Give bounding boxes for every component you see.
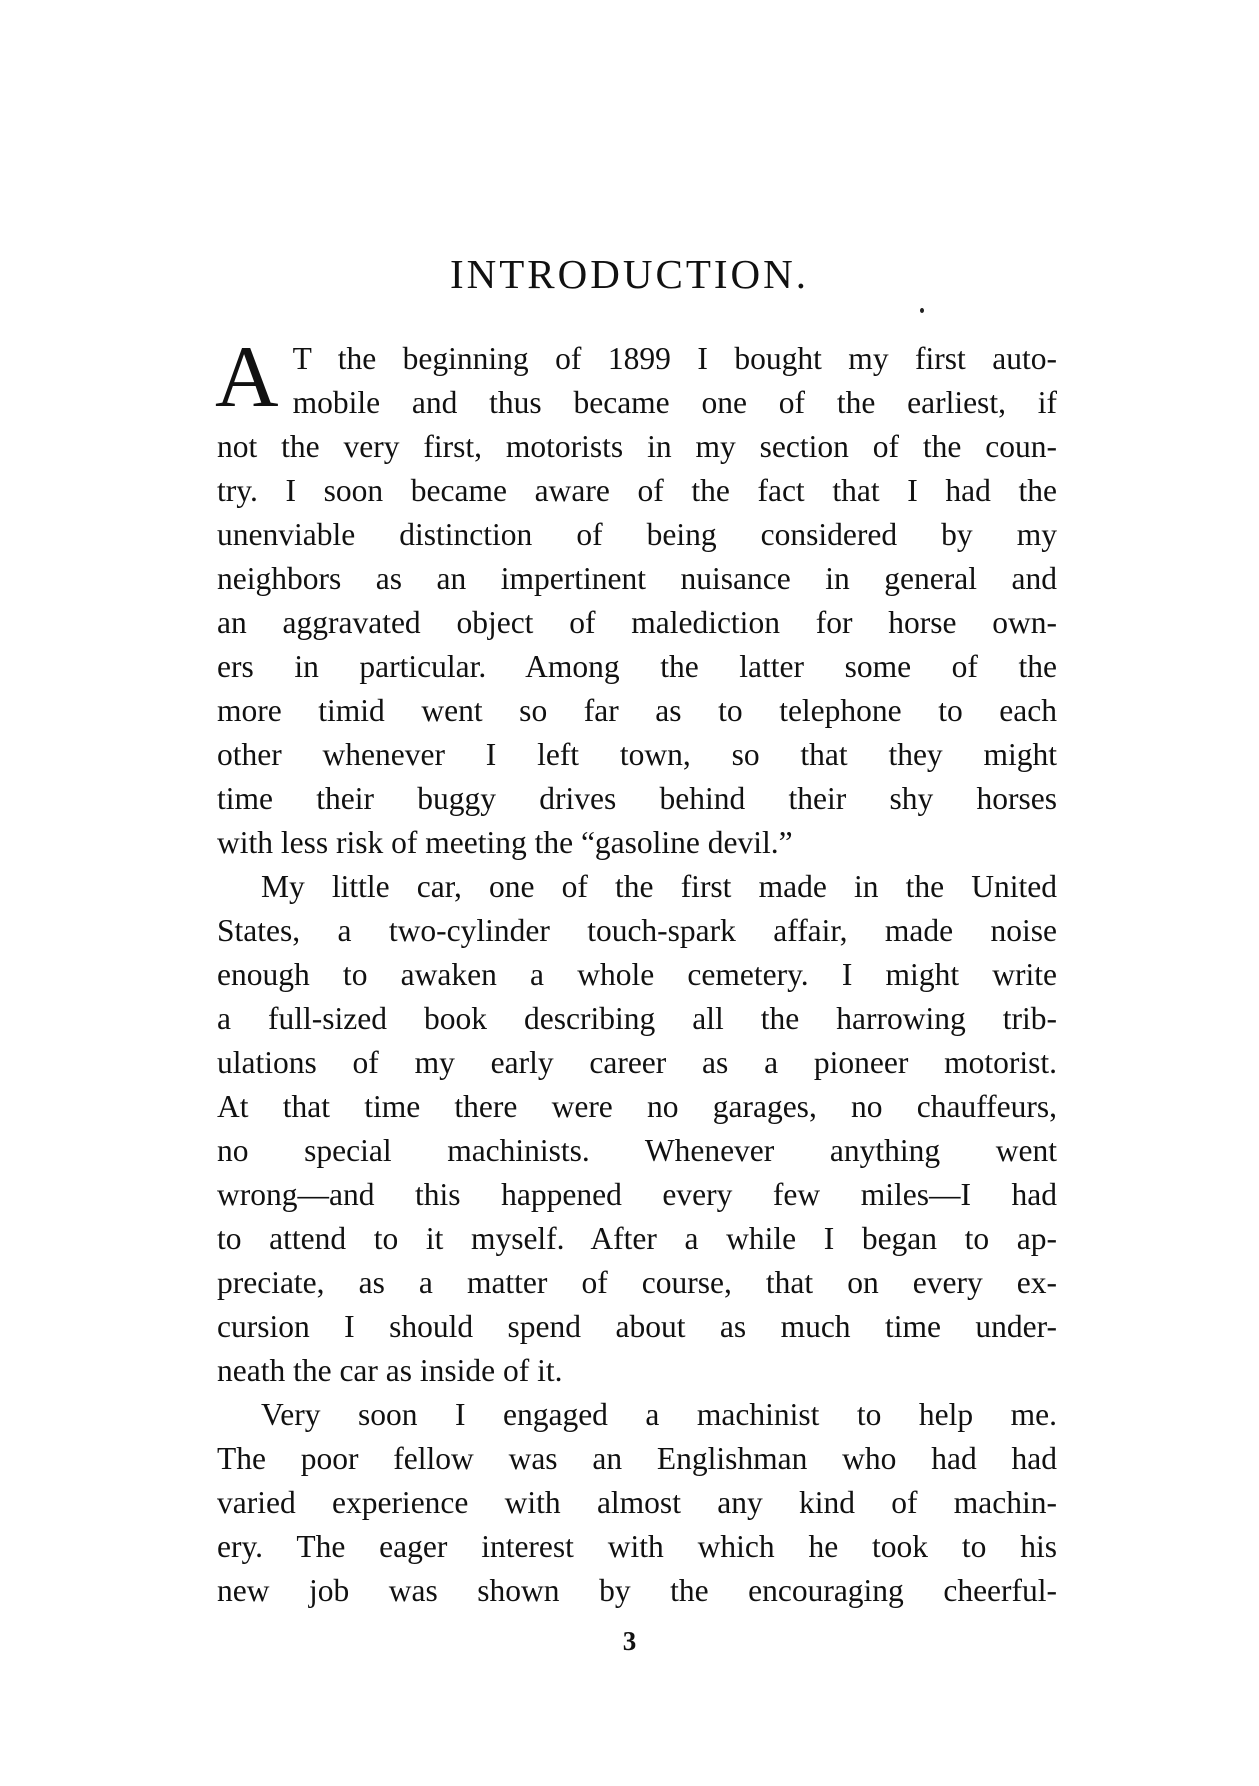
- print-speck: [920, 308, 924, 313]
- text-line: T the beginning of 1899 I bought my first auto-: [292, 341, 1057, 376]
- paragraph-1: [215, 329, 1057, 865]
- text-line: cursion I should spend about as much time under-: [217, 1309, 1057, 1344]
- chapter-heading: INTRODUCTION.: [450, 251, 809, 297]
- text-line: wrong—and this happened every few miles—I had: [217, 1177, 1057, 1212]
- text-line: At that time there were no garages, no chauffeurs,: [217, 1089, 1057, 1124]
- text-line: an aggravated object of malediction for horse own-: [217, 605, 1057, 640]
- text-line: varied experience with almost any kind of machin-: [217, 1485, 1057, 1520]
- text-line: ery. The eager interest with which he took to his: [217, 1529, 1057, 1564]
- text-line: time their buggy drives behind their shy horses: [217, 781, 1057, 816]
- text-line: Very soon I engaged a machinist to help me.: [261, 1397, 1057, 1432]
- text-line: preciate, as a matter of course, that on every ex-: [217, 1265, 1057, 1300]
- text-line: with less risk of meeting the “gasoline devil.”: [217, 825, 793, 860]
- drop-cap: A: [215, 329, 279, 426]
- text-line: unenviable distinction of being considered by my: [217, 517, 1057, 552]
- text-line: other whenever I left town, so that they might: [217, 737, 1057, 772]
- paragraph-3: [217, 1393, 1057, 1613]
- text-line: ers in particular. Among the latter some of the: [217, 649, 1057, 684]
- text-line: neighbors as an impertinent nuisance in general and: [217, 561, 1057, 596]
- text-line: try. I soon became aware of the fact that I had the: [217, 473, 1057, 508]
- text-line: enough to awaken a whole cemetery. I might write: [217, 957, 1057, 992]
- text-line: ulations of my early career as a pioneer motorist.: [217, 1045, 1057, 1080]
- text-line: mobile and thus became one of the earliest, if: [292, 385, 1057, 420]
- text-line: not the very first, motorists in my section of the coun-: [217, 429, 1057, 464]
- text-line: neath the car as inside of it.: [217, 1353, 563, 1388]
- text-line: no special machinists. Whenever anything went: [217, 1133, 1057, 1168]
- text-line: a full-sized book describing all the harrowing trib-: [217, 1001, 1057, 1036]
- text-line: new job was shown by the encouraging cheerful-: [217, 1573, 1057, 1608]
- text-line: more timid went so far as to telephone to each: [217, 693, 1057, 728]
- text-line: The poor fellow was an Englishman who had had: [217, 1441, 1057, 1476]
- paragraph-2: [217, 865, 1057, 1393]
- text-line: to attend to it myself. After a while I began to ap-: [217, 1221, 1057, 1256]
- body-text: [215, 329, 1057, 1613]
- text-line: States, a two-cylinder touch-spark affair, made noise: [217, 913, 1057, 948]
- text-line: My little car, one of the first made in the United: [261, 869, 1057, 904]
- page-number: 3: [622, 1626, 637, 1656]
